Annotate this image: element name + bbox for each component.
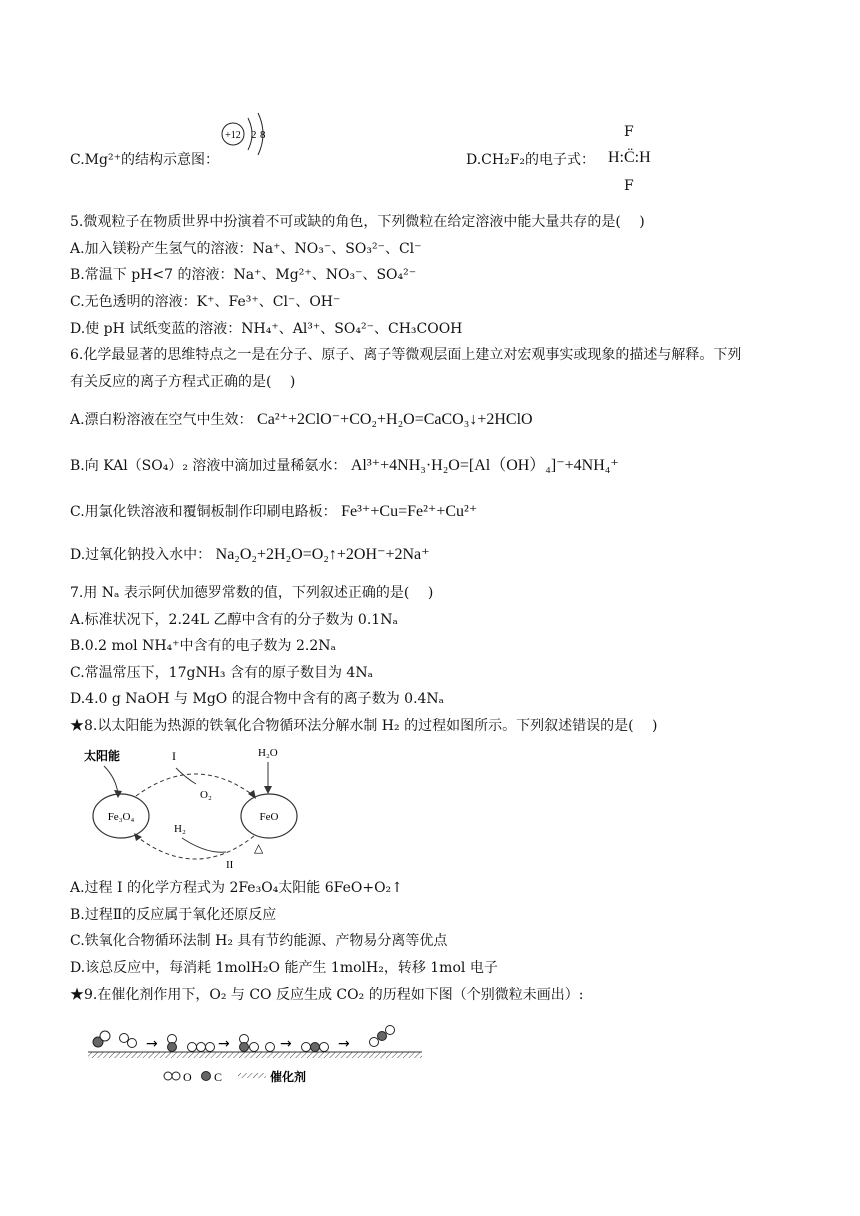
q6-option-c (70, 502, 477, 522)
ch2f2-f-bottom: F (624, 178, 634, 194)
q6-option-d-equation: Na₂O₂+2H₂O=O₂↑+2OH⁻+2Na⁺ (215, 546, 430, 563)
q6-option-d (70, 545, 430, 565)
q7-option-b: B.0.2 mol NH₄⁺中含有的电子数为 2.2Nₐ (70, 638, 336, 654)
feo-label: FeO (259, 811, 279, 823)
q4-option-d: D.CH₂F₂的电子式： (466, 152, 596, 168)
fe3o4-label: Fe₃O₄ (107, 811, 135, 823)
mg-shell-2: 8 (260, 129, 266, 141)
q4-option-c: C.Mg²⁺的结构示意图： (70, 152, 219, 168)
mg-ion-structure-diagram (218, 110, 278, 158)
step-ii-label: II (226, 859, 234, 871)
q6-option-a-equation: Ca²⁺+2ClO⁻+CO₂+H₂O=CaCO₃↓+2HClO (257, 411, 533, 428)
ch2f2-middle: H:C̈:H (608, 149, 651, 166)
q7-option-d: D.4.0 g NaOH 与 MgO 的混合物中含有的离子数为 0.4Nₐ (70, 691, 445, 707)
co-oxidation-process-diagram (88, 1022, 422, 1088)
q8-option-a: A.过程 I 的化学方程式为 2Fe₃O₄太阳能 6FeO+O₂↑ (70, 880, 403, 896)
stage-2 (168, 1035, 215, 1052)
q6-option-c-text: C.用氯化铁溶液和覆铜板制作印刷电路板： (70, 504, 337, 520)
stage-4 (302, 1043, 329, 1052)
iron-oxide-cycle-diagram (76, 742, 316, 872)
arrow-2: → (218, 1036, 230, 1052)
legend-catalyst: 催化剂 (270, 1070, 307, 1084)
q5-option-b: B.常温下 pH<7 的溶液：Na⁺、Mg²⁺、NO₃⁻、SO₄²⁻ (70, 267, 417, 283)
heat-label: △ (254, 841, 264, 855)
q5-option-c: C.无色透明的溶液：K⁺、Fe³⁺、Cl⁻、OH⁻ (70, 294, 341, 310)
q8-option-c: C.铁氧化合物循环法制 H₂ 具有节约能源、产物易分离等优点 (70, 933, 448, 949)
q6-option-a (70, 410, 533, 430)
stage-5 (370, 1026, 395, 1047)
q7-option-a: A.标准状况下，2.24L 乙醇中含有的分子数为 0.1Nₐ (70, 612, 398, 628)
q6-option-a-text: A.漂白粉溶液在空气中生效： (70, 412, 253, 428)
stage-3 (240, 1035, 275, 1052)
q5-option-a: A.加入镁粉产生氢气的溶液：Na⁺、NO₃⁻、SO₃²⁻、Cl⁻ (70, 241, 422, 257)
q9-stem: ★9.在催化剂作用下，O₂ 与 CO 反应生成 CO₂ 的历程如下图（个别微粒未画出）: (70, 987, 584, 1003)
q6-option-b-equation: Al³⁺+4NH₃·H₂O=[Al（OH）₄]⁻+4NH₄⁺ (350, 457, 619, 474)
q7-option-c: C.常温常压下，17gNH₃ 含有的原子数目为 4Nₐ (70, 665, 373, 681)
arrow-4: → (338, 1036, 350, 1052)
q6-option-d-text: D.过氧化钠投入水中： (70, 547, 212, 563)
sun-label: 太阳能 (84, 749, 121, 763)
arrow-1: → (146, 1036, 158, 1052)
h2-label: H₂ (174, 823, 186, 835)
q6-stem-line1: 6.化学最显著的思维特点之一是在分子、原子、离子等微观层面上建立对宏观事实或现象的描述与解释。下列 (70, 347, 742, 363)
q8-option-b: B.过程Ⅱ的反应属于氧化还原反应 (70, 907, 277, 923)
arrow-3: → (280, 1036, 292, 1052)
q8-option-d: D.该总反应中，每消耗 1molH₂O 能产生 1molH₂，转移 1mol 电子 (70, 960, 498, 976)
q5-stem: 5.微观粒子在物质世界中扮演着不可或缺的角色，下列微粒在给定溶液中能大量共存的是( ) (70, 214, 645, 230)
mg-shell-1: 2 (251, 129, 257, 141)
mg-nucleus-charge: +12 (225, 130, 241, 141)
step-i-label: I (172, 749, 176, 763)
h2o-label: H₂O (258, 747, 278, 759)
q5-option-d: D.使 pH 试纸变蓝的溶液：NH₄⁺、Al³⁺、SO₄²⁻、CH₃COOH (70, 321, 463, 337)
q8-stem: ★8.以太阳能为热源的铁氧化合物循环法分解水制 H₂ 的过程如图所示。下列叙述错误的是( ) (70, 718, 658, 734)
q6-stem-line2: 有关反应的离子方程式正确的是( ) (70, 374, 296, 390)
q6-option-b-text: B.向 KAl（SO₄）₂ 溶液中滴加过量稀氨水： (70, 458, 347, 474)
legend-o: O (183, 1070, 192, 1084)
q6-option-c-equation: Fe³⁺+Cu=Fe²⁺+Cu²⁺ (341, 503, 478, 520)
q7-stem: 7.用 Nₐ 表示阿伏加德罗常数的值，下列叙述正确的是( ) (70, 585, 434, 601)
ch2f2-f-top: F (624, 124, 634, 140)
stage-1 (93, 1031, 137, 1048)
legend-c: C (214, 1070, 223, 1084)
q6-option-b (70, 456, 619, 476)
o2-label: O₂ (200, 789, 212, 801)
